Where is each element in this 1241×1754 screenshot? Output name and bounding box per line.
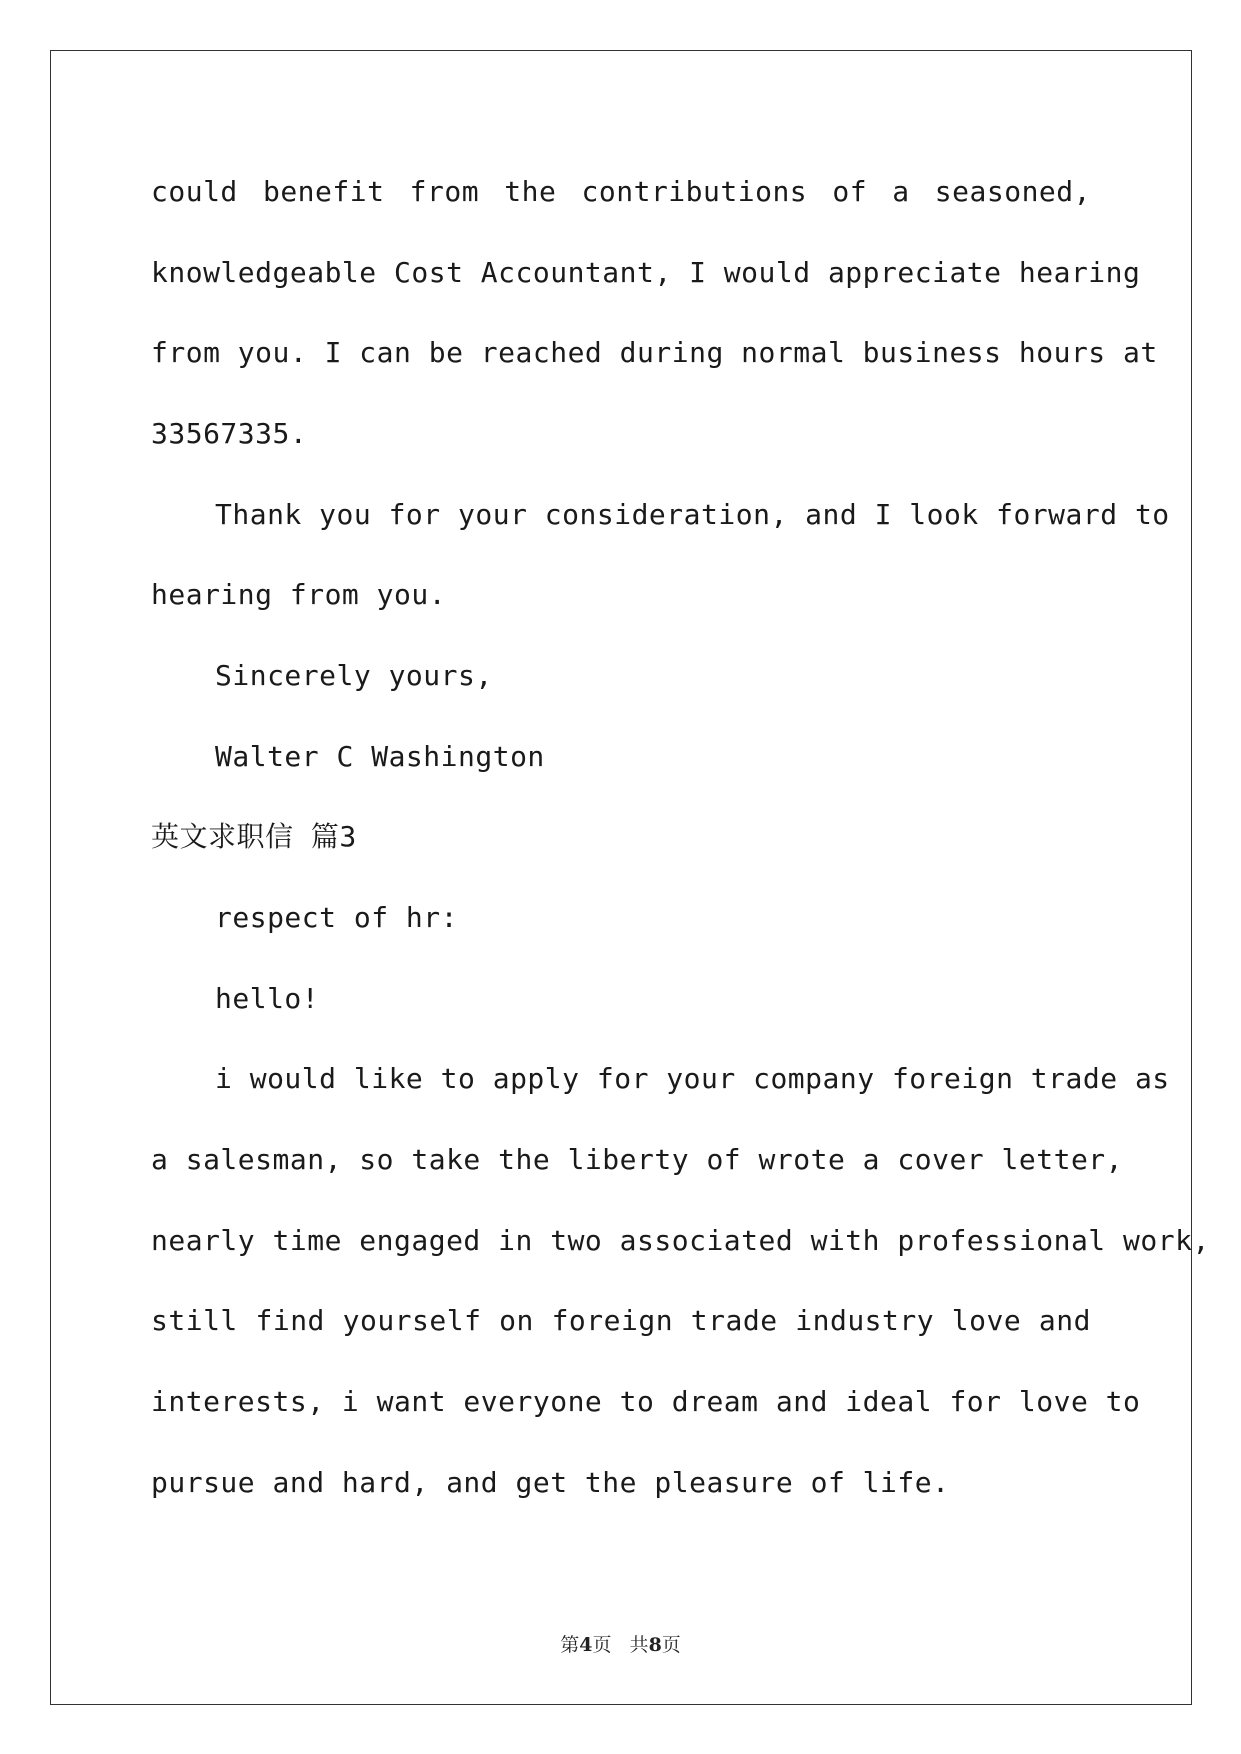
body-line: a salesman, so take the liberty of wrote a cover letter, bbox=[151, 1143, 1124, 1176]
body-line: i would like to apply for your company foreign trade as bbox=[215, 1062, 1170, 1095]
body-line: could benefit from the contributions of a seasoned, bbox=[151, 175, 1091, 208]
section-heading: 英文求职信 篇3 bbox=[151, 820, 357, 853]
body-line: 33567335. bbox=[151, 417, 308, 450]
body-line: pursue and hard, and get the pleasure of life. bbox=[151, 1466, 950, 1499]
body-line: hearing from you. bbox=[151, 578, 447, 611]
body-line: from you. I can be reached during normal business hours at bbox=[151, 336, 1158, 369]
page-footer bbox=[0, 1630, 1241, 1657]
body-line: knowledgeable Cost Accountant, I would appreciate hearing bbox=[151, 256, 1141, 289]
body-line: interests, i want everyone to dream and ideal for love to bbox=[151, 1385, 1141, 1418]
greeting: hello! bbox=[215, 982, 320, 1015]
footer-mid: 页 共 bbox=[592, 1634, 649, 1656]
body-line: still find yourself on foreign trade industry love and bbox=[151, 1304, 1091, 1337]
footer-prefix: 第 bbox=[560, 1634, 580, 1656]
page-border bbox=[50, 50, 1210, 1705]
signature-name: Walter C Washington bbox=[215, 740, 545, 773]
body-line: Thank you for your consideration, and I look forward to bbox=[215, 498, 1170, 531]
salutation: respect of hr: bbox=[215, 901, 459, 934]
closing-line: Sincerely yours, bbox=[215, 659, 493, 692]
total-pages-number: 8 bbox=[648, 1634, 662, 1656]
current-page-number: 4 bbox=[579, 1634, 593, 1656]
body-line: nearly time engaged in two associated with professional work, bbox=[151, 1224, 1210, 1257]
footer-suffix: 页 bbox=[661, 1634, 681, 1656]
